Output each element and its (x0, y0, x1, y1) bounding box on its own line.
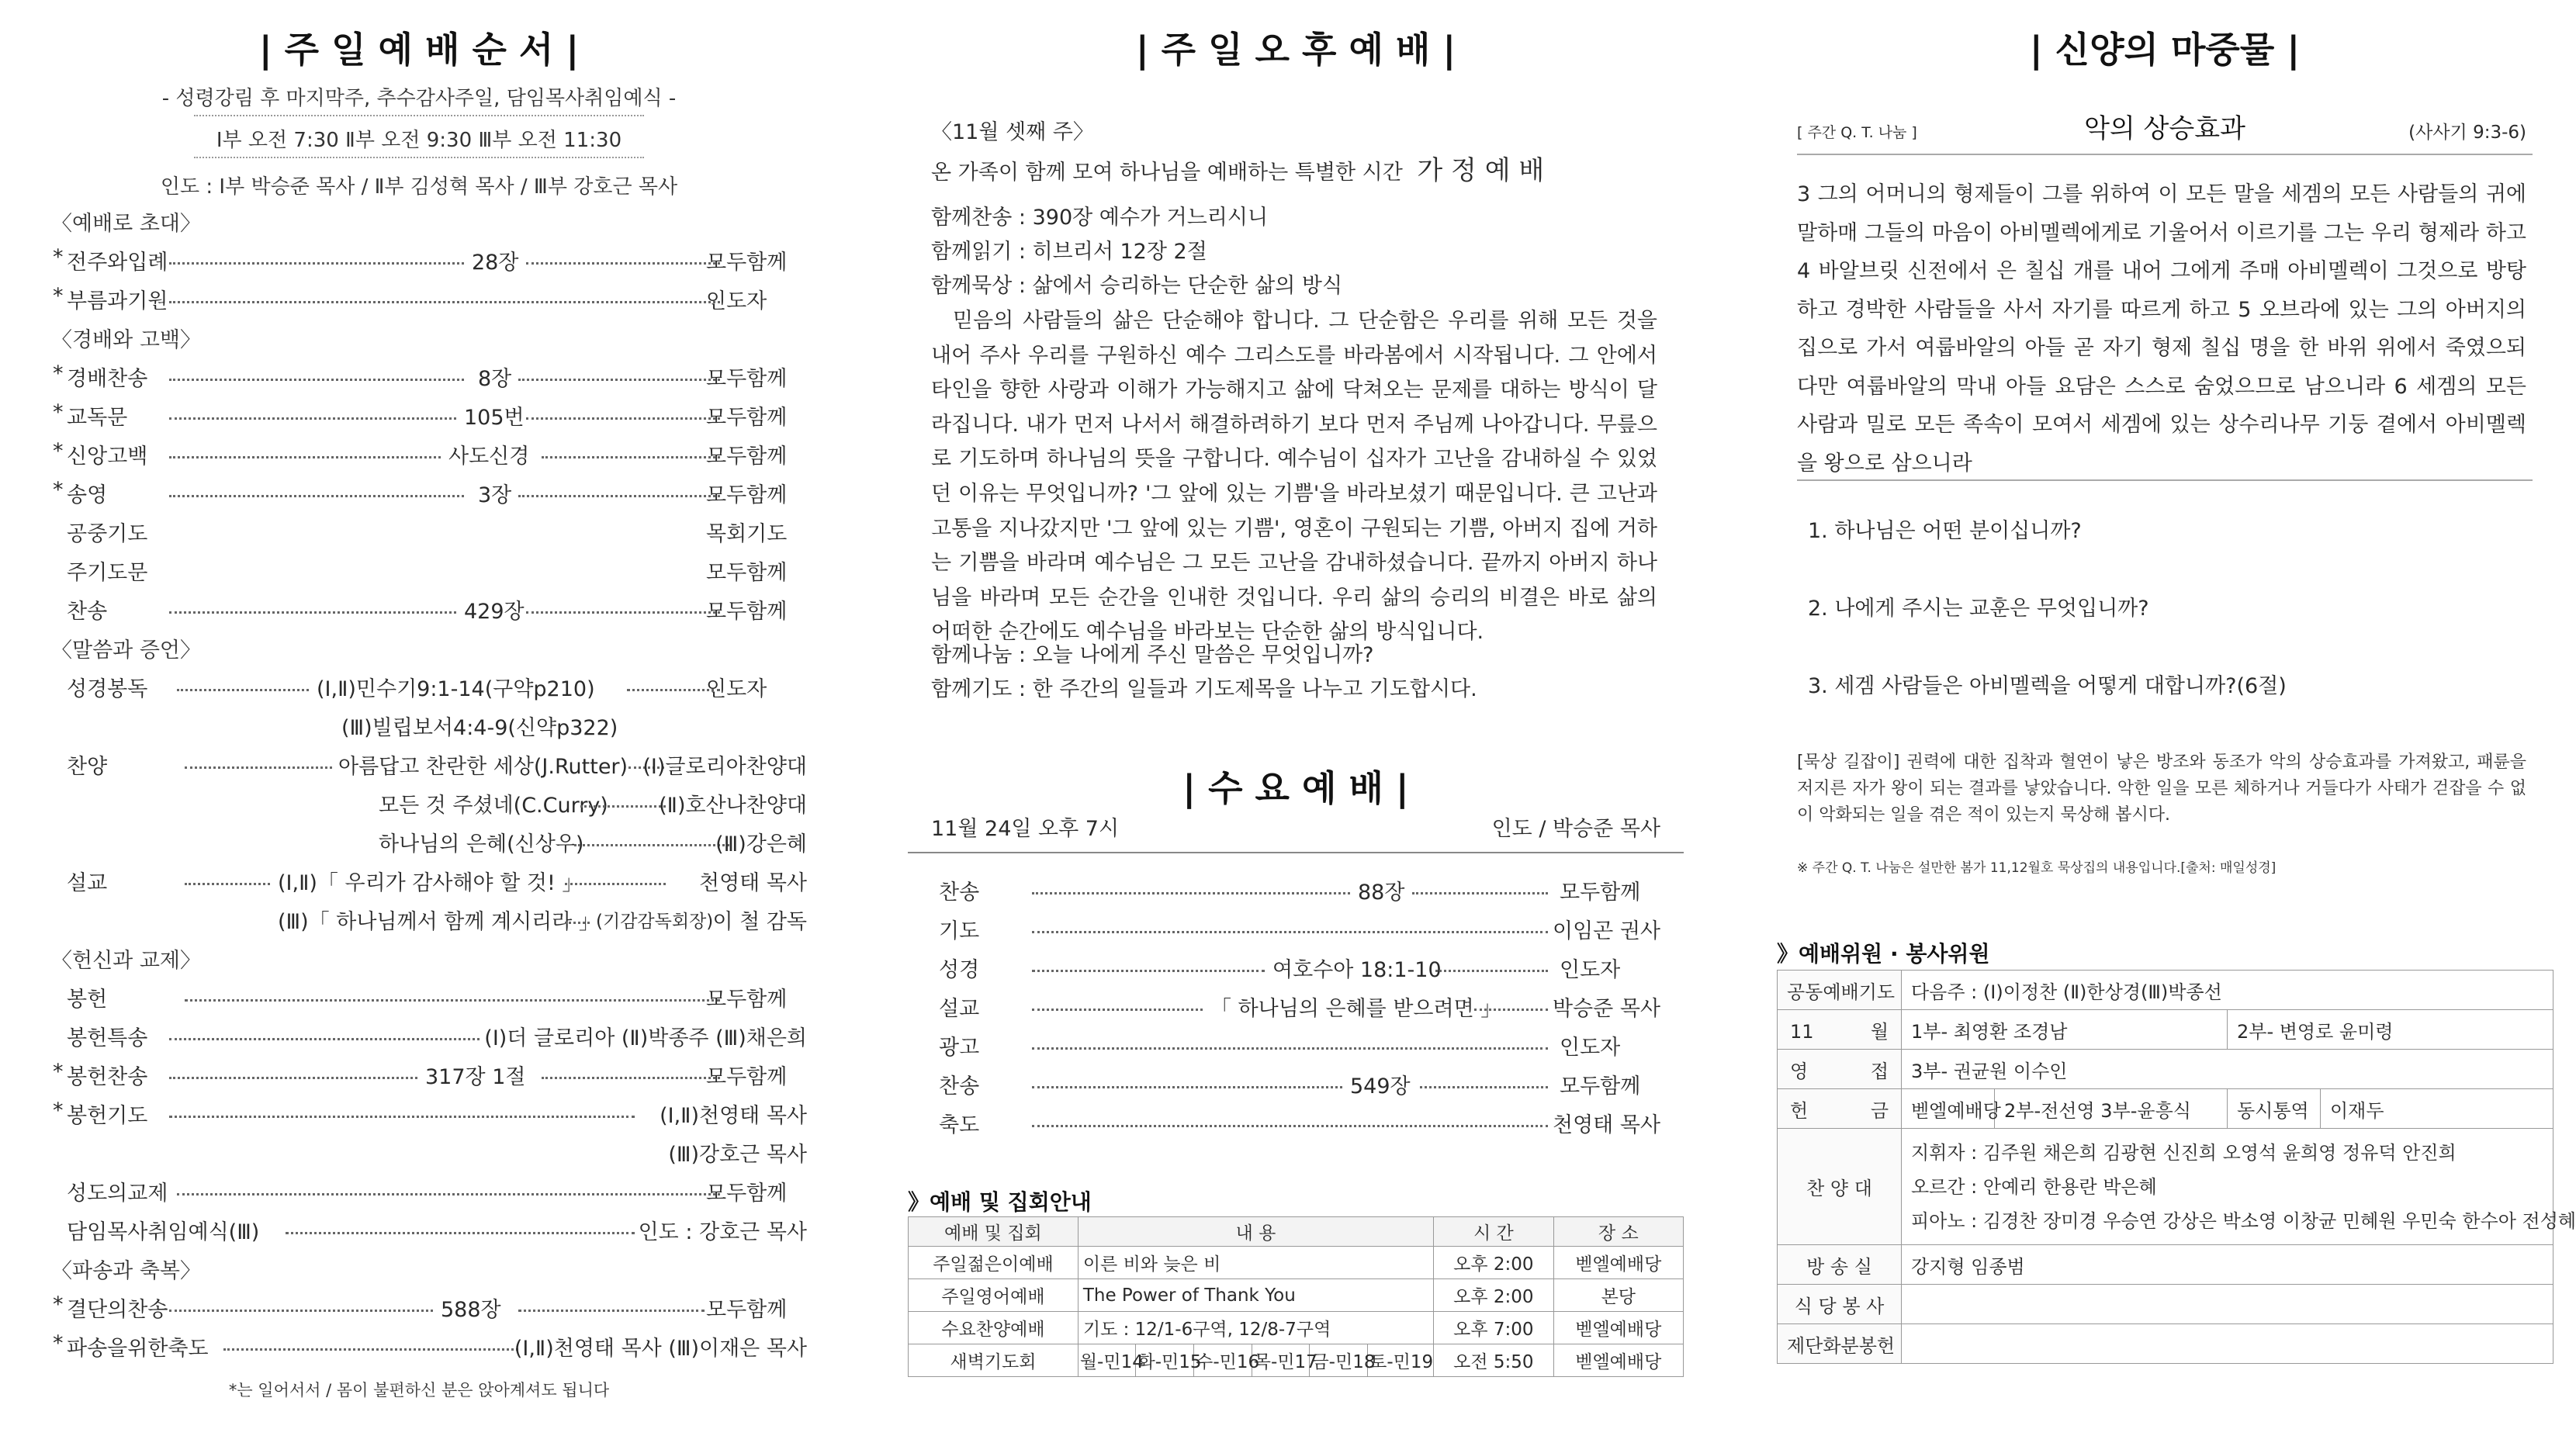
order-row (53, 245, 807, 276)
order-row (53, 517, 807, 548)
order-label: 설교 (939, 997, 980, 1021)
question-1: 1. 하나님은 어떤 분이십니까? (1808, 519, 2082, 543)
order-row (53, 439, 807, 470)
gathering-place: 본당 (1553, 1279, 1683, 1312)
order-label: 찬송 (67, 600, 108, 624)
wednesday-row (939, 1108, 1660, 1139)
divider (1797, 154, 2533, 155)
order-detail: 588장 (441, 1298, 501, 1322)
order-detail: 「 하나님의 은혜를 받으려면 」 (1210, 997, 1502, 1021)
gatherings-table (908, 1216, 1684, 1377)
order-person: 모두함께 (706, 561, 788, 585)
order-person: 인도자 (1560, 958, 1621, 982)
label-char: 헌 (1790, 1099, 1809, 1122)
order-detail: (Ⅲ)「 하나님께서 함께 계시리라 」 (278, 910, 600, 934)
order-detail: 하나님의 은혜(신상우) (379, 832, 584, 856)
standing-mark: * (53, 362, 64, 386)
order-label: 기도 (939, 919, 980, 943)
divider (1797, 479, 2533, 481)
gatherings-heading: 》예배 및 집회안내 (908, 1189, 1092, 1215)
together-meditate: 함께묵상 : 삶에서 승리하는 단순한 삶의 방식 (931, 274, 1343, 298)
order-detail: 3장 (478, 483, 512, 507)
offering-label (1778, 1089, 1902, 1129)
order-label: 봉헌 (67, 988, 108, 1012)
order-row (53, 749, 807, 780)
table-row (1778, 1285, 2553, 1324)
table-row (909, 1344, 1684, 1377)
gathering-place: 벧엘예배당 (1553, 1312, 1683, 1344)
table-row (909, 1312, 1684, 1344)
order-person: 모두함께 (706, 445, 788, 469)
joint-prayer-value: 다음주 : (Ⅰ)이정찬 (Ⅱ)한상경(Ⅲ)박종선 (1902, 971, 2553, 1010)
welcome-part2: 2부- 변영로 윤미령 (2228, 1010, 2553, 1050)
volunteers-table (1777, 970, 2576, 1364)
order-person: 모두함께 (706, 600, 788, 624)
order-label: 파송을위한축도 (67, 1337, 209, 1361)
gathering-content: The Power of Thank You (1078, 1279, 1433, 1312)
order-row (53, 284, 807, 315)
gathering-time: 오후 2:00 (1434, 1247, 1553, 1279)
altar-flowers-label: 제단화분봉헌 (1778, 1324, 1902, 1364)
order-label: 성경 (939, 958, 980, 982)
order-row (53, 594, 807, 625)
order-person: 모두함께 (706, 1065, 788, 1089)
order-detail: 모든 것 주셨네(C.Curry) (379, 794, 608, 818)
order-label: 부름과기원 (67, 289, 168, 313)
order-label: 성도의교제 (67, 1182, 168, 1206)
gathering-place: 벧엘예배당 (1553, 1344, 1683, 1377)
table-row (1778, 1050, 2553, 1089)
order-label: 경배찬송 (67, 367, 148, 391)
order-label: 봉헌찬송 (67, 1065, 148, 1089)
order-person: 목회기도 (706, 522, 788, 546)
divider (194, 115, 644, 116)
qt-title: 악의 상승효과 (2084, 113, 2245, 144)
order-person: (Ⅲ)강호근 목사 (668, 1143, 807, 1167)
gathering-content: 기도 : 12/1-6구역, 12/8-7구역 (1078, 1312, 1433, 1344)
service-times: Ⅰ부 오전 7:30 Ⅱ부 오전 9:30 Ⅲ부 오전 11:30 (216, 129, 622, 152)
order-label: 교독문 (67, 406, 128, 430)
order-person: 천영태 목사 (1553, 1113, 1660, 1137)
order-person: (Ⅰ,Ⅱ)천영태 목사 (Ⅲ)이재은 목사 (514, 1337, 807, 1361)
label-char: 접 (1870, 1060, 1889, 1082)
order-row (53, 362, 807, 393)
order-person: 모두함께 (1560, 1074, 1641, 1099)
faith-title: | 신양의 마중물 | (2029, 29, 2301, 71)
week-label: 〈11월 셋째 주〉 (931, 120, 1094, 144)
order-person: 모두함께 (706, 1298, 788, 1322)
table-row (1778, 1089, 2553, 1129)
order-person: 모두함께 (706, 988, 788, 1012)
table-row (1778, 971, 2553, 1010)
wednesday-row (939, 1069, 1660, 1100)
together-share: 함께나눔 : 오늘 나에게 주신 말씀은 무엇입니까? (931, 643, 1374, 667)
intro-title: 가 정 예 배 (1417, 155, 1545, 186)
order-person: 모두함께 (706, 1182, 788, 1206)
joint-prayer-label: 공동예배기도 (1778, 971, 1902, 1010)
order-label: 찬양 (67, 755, 108, 779)
table-row (1778, 1324, 2553, 1364)
sunday-service-title: | 주 일 예 배 순 서 | (258, 29, 580, 71)
table-header-row (909, 1217, 1684, 1247)
order-person: 인도자 (706, 289, 767, 313)
gathering-place: 벧엘예배당 (1553, 1247, 1683, 1279)
order-person: 인도자 (706, 677, 767, 701)
wednesday-title: | 수 요 예 배 | (1182, 767, 1409, 809)
order-label: 주기도문 (67, 561, 148, 585)
order-detail: 105번 (464, 406, 525, 430)
standing-mark: * (53, 1060, 64, 1084)
order-person: 인도자 (1560, 1036, 1621, 1060)
dawn-day: 금-민18 (1310, 1344, 1368, 1377)
order-label: 찬송 (939, 881, 980, 905)
order-label: 봉헌기도 (67, 1104, 148, 1128)
gathering-name: 새벽기도회 (909, 1344, 1079, 1377)
afternoon-title: | 주 일 오 후 예 배 | (1135, 29, 1456, 71)
gathering-time: 오후 7:00 (1434, 1312, 1553, 1344)
choir-conductors: 지휘자 : 김주원 채은희 김광현 신진희 오영석 윤희영 정유덕 안진희 (1911, 1141, 2457, 1164)
wednesday-date: 11월 24일 오후 7시 (931, 817, 1120, 841)
order-label: 신앙고백 (67, 445, 148, 469)
dining-value (1902, 1285, 2553, 1324)
table-row (909, 1247, 1684, 1279)
order-row-continued (53, 1137, 807, 1168)
altar-flowers-value (1902, 1324, 2553, 1364)
afternoon-column (908, 0, 1684, 1429)
order-row (53, 400, 807, 431)
order-row (53, 1292, 807, 1323)
offering-place: 벧엘예배당 (1902, 1089, 1995, 1129)
wednesday-leader: 인도 / 박승준 목사 (1491, 817, 1660, 841)
order-detail: 아름답고 찬란한 세상(J.Rutter) (338, 755, 628, 779)
order-person: 모두함께 (706, 483, 788, 507)
dining-label: 식 당 봉 사 (1778, 1285, 1902, 1324)
gathering-time: 오후 2:00 (1434, 1279, 1553, 1312)
standing-mark: * (53, 478, 64, 502)
order-person: (Ⅲ)강은혜 (715, 832, 807, 856)
together-hymn: 함께찬송 : 390장 예수가 거느리시니 (931, 206, 1269, 230)
order-label: 축도 (939, 1113, 980, 1137)
standing-mark: * (53, 439, 64, 463)
standing-mark: * (53, 284, 64, 308)
section-confess: 〈경배와 고백〉 (51, 328, 201, 352)
meditation-guide: [묵상 길잡이] 권력에 대한 집착과 혈연이 낳은 방조와 동조가 악의 상승효과를 가져왔고, 패륜을 저지른 자가 왕이 되는 결과를 낳았습니다. 악한 일을 모른 체하거나 거들다가 사태가 걷잡을 수 없이 악화되는 일을 겪은 적이 있는지 묵상해 봅시다. (1797, 753, 2526, 825)
order-row (53, 478, 807, 509)
standing-mark: * (53, 400, 64, 424)
order-person: 이임곤 권사 (1553, 919, 1660, 943)
standing-footnote: *는 일어서서 / 몸이 불편하신 분은 앉아계셔도 됩니다 (228, 1381, 610, 1400)
together-pray: 함께기도 : 한 주간의 일들과 기도제목을 나누고 기도합시다. (931, 677, 1477, 701)
order-person: (Ⅰ)글로리아찬양대 (642, 755, 807, 779)
section-sending: 〈파송과 축복〉 (51, 1259, 201, 1283)
order-row (53, 1331, 807, 1362)
wednesday-row (939, 953, 1660, 984)
choir-label: 찬 양 대 (1778, 1129, 1902, 1245)
meditation-paragraph: 믿음의 사람들의 삶은 단순해야 합니다. 그 단순함은 우리를 위해 모든 것을 내어 주사 우리를 구원하신 예수 그리스도를 바라봄에서 시작됩니다. 그 안에서 타인을 향한 사랑과 이해가 가능해지고 삶에 닥쳐오는 문제를 대하는 방식이 달라집니다. 내가 먼저 나서서 해결하려하기 보다 먼저 주님께 나아갑니다. 무릎으로 기도하며 하나님의 뜻을 구합니다. 예수님이 십자가 고난을 감내하실 수 있었던 이유는 무엇입니까? '그 앞에 있는 기쁨'을 바라보셨기 때문입니다. 큰 고난과 고통을 지나갔지만 '그 앞에 있는 기쁨', 영혼이 구원되는 기쁨, 아버지 집에 거하는 기쁨을 바라며 예수님은 그 모든 고난을 감내하셨습니다. 끝까지 아버지 하나님을 바라며 모든 순간을 인내한 것입니다. 우리 삶의 승리의 비결은 바로 삶의 어떠한 순간에도 예수님을 바라보는 단순한 삶의 방식입니다. (931, 309, 1657, 645)
standing-mark: * (53, 1331, 64, 1355)
month-number: 11 (1790, 1020, 1814, 1043)
wednesday-row (939, 914, 1660, 945)
order-label: 공중기도 (67, 522, 148, 546)
sunday-service-column (39, 0, 807, 1429)
order-detail-line2: (Ⅲ)빌립보서4:4-9(신약p322) (341, 716, 618, 740)
gathering-name: 수요찬양예배 (909, 1312, 1079, 1344)
welcome-part1: 1부- 최영환 조경남 (1902, 1010, 2228, 1050)
volunteers-heading: 》예배위원 · 봉사위원 (1777, 941, 1990, 967)
order-person: (Ⅰ)더 글로리아 (Ⅱ)박종주 (Ⅲ)채은희 (484, 1026, 807, 1050)
divider (908, 852, 1684, 853)
table-row (909, 1279, 1684, 1312)
gathering-name: 주일젊은이예배 (909, 1247, 1079, 1279)
family-worship-intro (931, 149, 1544, 187)
col-header-place: 장 소 (1553, 1217, 1683, 1247)
col-header-time: 시 간 (1434, 1217, 1553, 1247)
table-row (1778, 1245, 2553, 1285)
order-person: 인도 : 강호근 목사 (638, 1220, 807, 1244)
dawn-day: 수-민16 (1194, 1344, 1252, 1377)
order-label: 봉헌특송 (67, 1026, 148, 1050)
interpretation-name: 이재두 (2321, 1089, 2553, 1129)
qt-tag: [ 주간 Q. T. 나눔 ] (1797, 124, 1917, 141)
wednesday-row (939, 1030, 1660, 1061)
gathering-content: 이른 비와 늦은 비 (1078, 1247, 1433, 1279)
welcome-label (1778, 1050, 1902, 1089)
order-person: 모두함께 (1560, 881, 1641, 905)
table-row (1778, 1129, 2553, 1245)
order-detail: 549장 (1350, 1074, 1411, 1099)
order-detail: 28장 (472, 251, 519, 275)
month-unit: 월 (1870, 1020, 1889, 1043)
order-person: 박승준 목사 (1553, 997, 1660, 1021)
question-2: 2. 나에게 주시는 교훈은 무엇입니까? (1808, 597, 2149, 621)
choir-pianists: 피아노 : 김경찬 장미경 우승연 강상은 박소영 이창균 민혜원 우민숙 한수아 전성혜 (1911, 1209, 2576, 1232)
order-row (53, 1060, 807, 1091)
broadcast-label: 방 송 실 (1778, 1245, 1902, 1285)
month-label (1778, 1010, 1902, 1050)
wednesday-row (939, 875, 1660, 906)
order-label: 설교 (67, 871, 108, 895)
col-header-content: 내 용 (1078, 1217, 1433, 1247)
offering-names: 2부-전선영 3부-윤흥식 (1995, 1089, 2228, 1129)
col-header-name: 예배 및 집회 (909, 1217, 1079, 1247)
order-person: 이 철 감독 (712, 910, 807, 934)
standing-mark: * (53, 1292, 64, 1317)
question-3: 3. 세겜 사람들은 아비멜렉을 어떻게 대합니까?(6절) (1808, 674, 2287, 698)
welcome-part3: 3부- 권균원 이수인 (1902, 1050, 2553, 1089)
order-detail: 429장 (464, 600, 525, 624)
divider (194, 157, 644, 158)
order-row-continued (53, 905, 807, 936)
standing-mark: * (53, 245, 64, 269)
section-call: 〈예배로 초대〉 (51, 212, 201, 236)
order-person: (Ⅰ,Ⅱ)천영태 목사 (660, 1104, 807, 1128)
standing-mark: * (53, 1099, 64, 1123)
order-detail: 사도신경 (448, 445, 530, 469)
gathering-name: 주일영어예배 (909, 1279, 1079, 1312)
order-person: (Ⅱ)호산나찬양대 (659, 794, 807, 818)
order-label: 송영 (67, 483, 108, 507)
order-row (53, 1021, 807, 1052)
sunday-service-subtitle: - 성령강림 후 마지막주, 추수감사주일, 담임목사취임예식 - (161, 87, 677, 110)
choir-organists: 오르간 : 안예리 한용란 박은혜 (1911, 1175, 2157, 1198)
dawn-day: 토-민19 (1368, 1344, 1434, 1377)
section-word: 〈말씀과 증언〉 (51, 638, 201, 663)
order-row (53, 1176, 807, 1207)
faith-column (1777, 0, 2576, 1429)
order-label: 광고 (939, 1036, 980, 1060)
order-row (53, 1099, 807, 1130)
order-label: 담임목사취임예식(Ⅲ) (67, 1220, 260, 1244)
order-row (53, 672, 807, 703)
order-detail: 317장 1절 (425, 1065, 526, 1089)
order-row (53, 555, 807, 586)
together-read: 함께읽기 : 히브리서 12장 2절 (931, 240, 1207, 264)
order-detail: (Ⅰ,Ⅱ)「 우리가 감사해야 할 것! 」 (278, 871, 583, 895)
interpretation-label: 동시통역 (2228, 1089, 2321, 1129)
order-row (53, 866, 807, 897)
label-char: 영 (1790, 1060, 1809, 1082)
order-row-continued (53, 827, 807, 858)
wednesday-row (939, 991, 1660, 1022)
order-person: 모두함께 (706, 367, 788, 391)
dawn-day: 화-민15 (1136, 1344, 1194, 1377)
order-person: 모두함께 (706, 406, 788, 430)
order-detail: (Ⅰ,Ⅱ)민수기9:1-14(구약p210) (317, 677, 595, 701)
table-row (1778, 1010, 2553, 1050)
order-label: 결단의찬송 (67, 1298, 168, 1322)
order-label: 찬송 (939, 1074, 980, 1099)
order-row (53, 1215, 807, 1246)
gathering-time: 오전 5:50 (1434, 1344, 1553, 1377)
scripture-passage: 3 그의 어머니의 형제들이 그를 위하여 이 모든 말을 세겜의 모든 사람들의 귀에 말하매 그들의 마음이 아비멜렉에게로 기울어서 이르기를 그는 우리 형제라 하고 4 바알브릿 신전에서 은 칠십 개를 내어 그에게 주매 아비멜렉이 그것으로 방탕하고 경박한 사람들을 사서 자기를 따르게 하고 5 오브라에 있는 그의 아버지의 집으로 가서 여룹바알의 아들 곧 자기 형제 칠십 명을 한 바위 위에서 죽였으되 다만 여룹바알의 막내 아들 요담은 스스로 숨었으므로 남으니라 6 세겜의 모든 사람과 밀로 모든 족속이 모여서 세겜에 있는 상수리나무 기둥 곁에서 아비멜렉을 왕으로 삼으니라 (1797, 182, 2526, 476)
intro-text: 온 가족이 함께 모여 하나님을 예배하는 특별한 시간 (931, 161, 1403, 185)
order-row (53, 982, 807, 1013)
section-offering: 〈헌신과 교제〉 (51, 949, 201, 973)
broadcast-value: 강지형 임종범 (1902, 1245, 2553, 1285)
dawn-day: 목-민17 (1252, 1344, 1310, 1377)
order-detail: 여호수아 18:1-10 (1272, 958, 1442, 982)
order-label: 성경봉독 (67, 677, 148, 701)
order-person: 모두함께 (706, 251, 788, 275)
order-person: 천영태 목사 (699, 871, 807, 895)
order-detail: 88장 (1358, 881, 1405, 905)
service-leaders: 인도 : Ⅰ부 박승준 목사 / Ⅱ부 김성혁 목사 / Ⅲ부 강호근 목사 (160, 175, 678, 199)
choir-members (1902, 1129, 2576, 1245)
label-char: 금 (1870, 1099, 1889, 1122)
source-note: ※ 주간 Q. T. 나눔은 설만한 봄가 11,12월호 묵상집의 내용입니다.[출처: 매일성경] (1797, 860, 2277, 876)
dawn-day: 월-민14 (1078, 1344, 1136, 1377)
order-note: (기감감독회장) (596, 912, 714, 932)
qt-reference: (사사기 9:3-6) (2408, 123, 2526, 143)
order-label: 전주와입례 (67, 251, 168, 275)
order-detail: 8장 (478, 367, 512, 391)
order-row-continued (53, 788, 807, 819)
